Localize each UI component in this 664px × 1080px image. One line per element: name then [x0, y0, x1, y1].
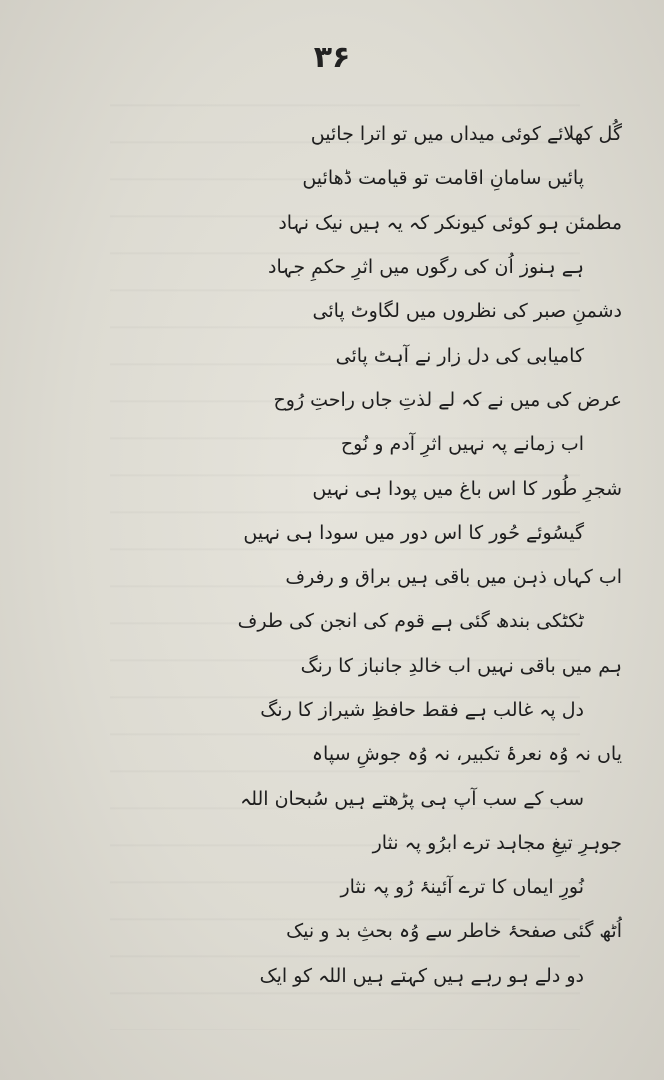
- verse-line: یاں نہ وُہ نعرۂ تکبیر، نہ وُہ جوشِ سپاہ: [311, 743, 622, 766]
- verse-line: دل پہ غالب ہے فقط حافظِ شیراز کا رنگ: [260, 699, 584, 721]
- verse-line: پائیں سامانِ اقامت تو قیامت ڈھائیں: [302, 167, 584, 190]
- verse-line: گیسُوئے حُور کا اس دور میں سودا ہی نہیں: [243, 521, 584, 544]
- verse-line: سب کے سب آپ ہی پڑھتے ہیں سُبحان اللہ: [240, 787, 584, 810]
- verse-line: اُٹھ گئی صفحۂ خاطر سے وُہ بحثِ بد و نیک: [286, 920, 622, 943]
- verse-line: اب زمانے پہ نہیں اثرِ آدم و نُوح: [340, 433, 584, 456]
- verse-line: ہے ہنوز اُن کی رگوں میں اثرِ حکمِ جہاد: [268, 256, 584, 279]
- verse-line: ٹکٹکی بندھ گئی ہے قوم کی انجن کی طرف: [237, 610, 584, 633]
- verse-line: دشمنِ صبر کی نظروں میں لگاوٹ پائی: [312, 300, 622, 323]
- page-number: ۳۶: [313, 40, 351, 75]
- verse-line: کامیابی کی دل زار نے آہٹ پائی: [335, 344, 584, 367]
- verse-line: دو دلے ہو رہے ہیں کہتے ہیں اللہ کو ایک: [259, 964, 584, 987]
- verse-line: ہم میں باقی نہیں اب خالدِ جانباز کا رنگ: [300, 654, 622, 677]
- verse-line: اب کہاں ذہن میں باقی ہیں براق و رفرف: [285, 566, 622, 589]
- verse-line: گُل کھلائے کوئی میداں میں تو اترا جائیں: [310, 123, 622, 146]
- poem-stanza: [92, 112, 622, 998]
- verse-line: شجرِ طُور کا اس باغ میں پودا ہی نہیں: [312, 477, 622, 500]
- verse-line: نُورِ ایماں کا ترے آئینۂ رُو پہ نثار: [340, 876, 584, 899]
- verse-line: عرض کی میں نے کہ لے لذتِ جاں راحتِ رُوح: [273, 388, 622, 411]
- verse-line: مطمئن ہو کوئی کیونکر کہ یہ ہیں نیک نہاد: [278, 211, 622, 234]
- verse-line: جوہرِ تیغِ مجاہد ترے ابرُو پہ نثار: [372, 831, 622, 854]
